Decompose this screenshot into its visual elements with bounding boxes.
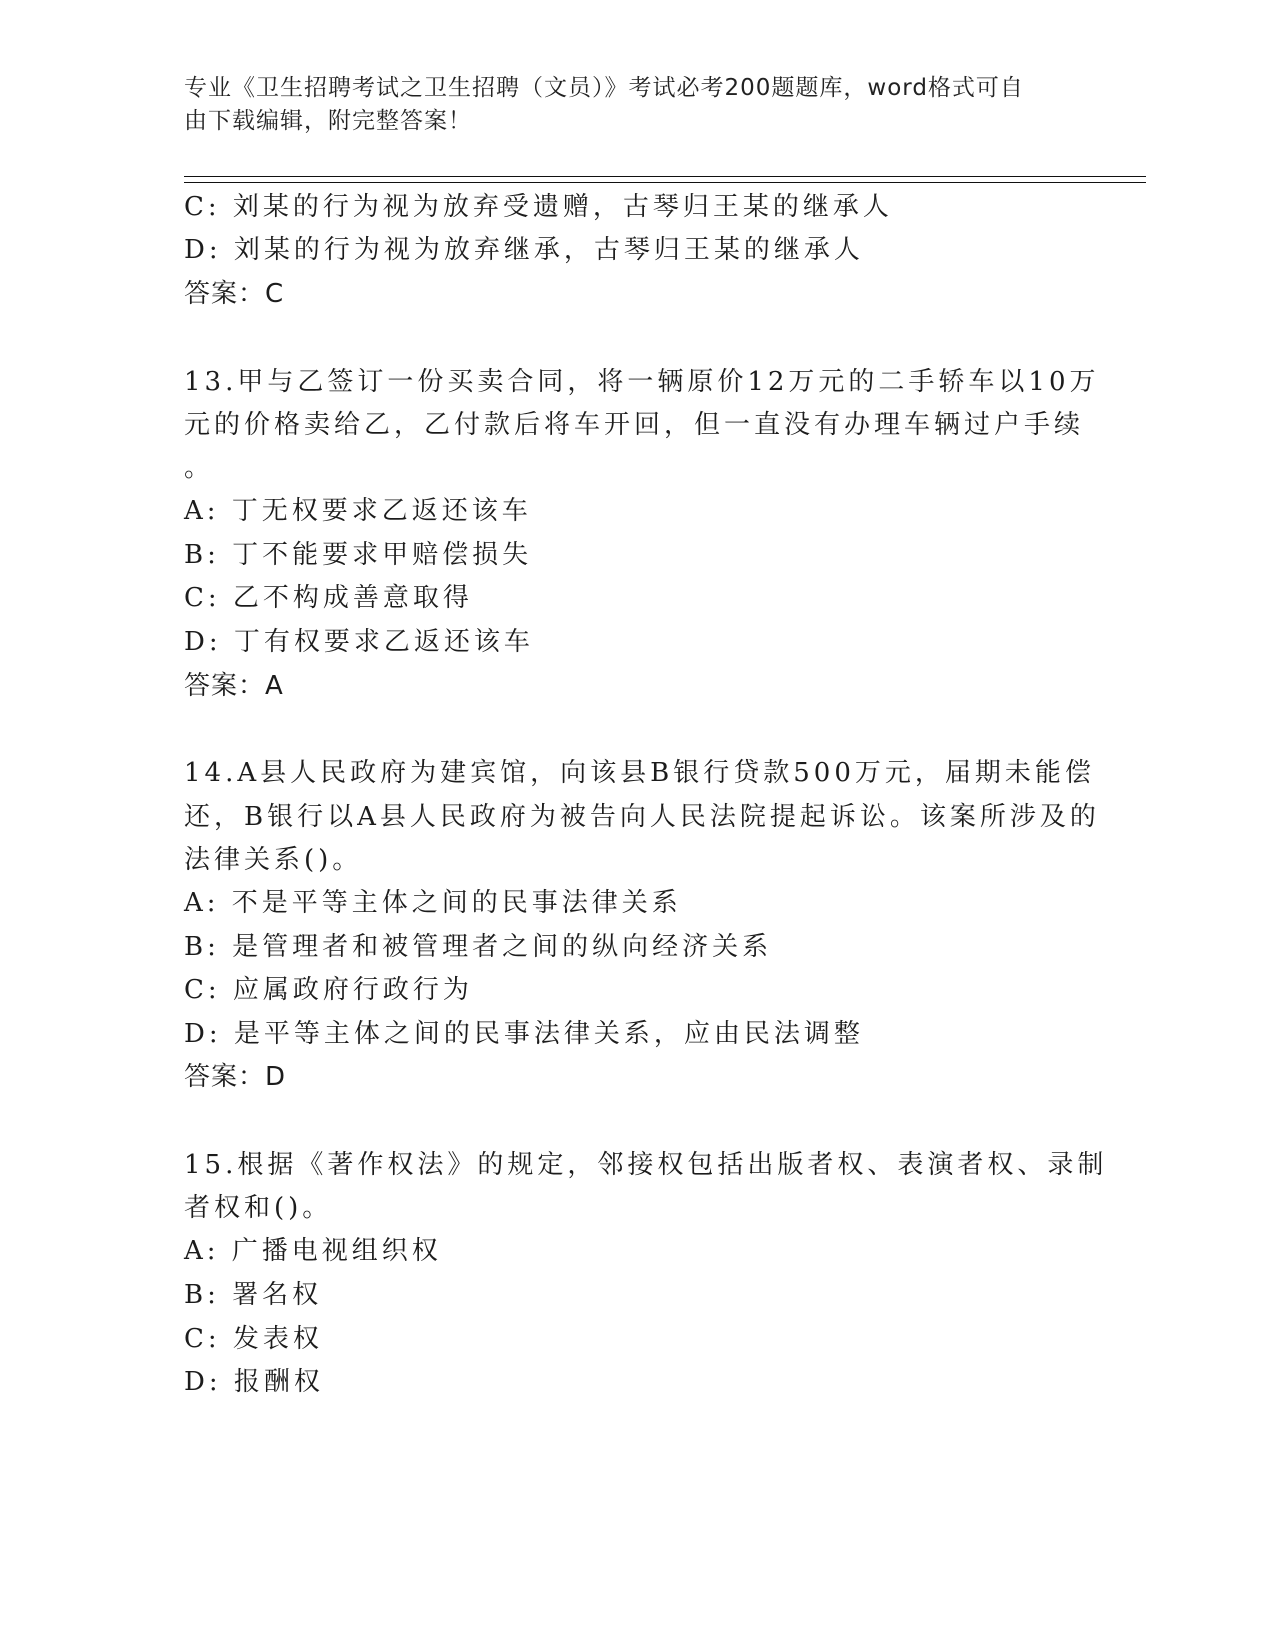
q15-stem-line-1: 15.根据《著作权法》的规定，邻接权包括出版者权、表演者权、录制	[184, 1150, 1108, 1180]
document-header	[184, 72, 1064, 138]
header-divider-bottom	[184, 182, 1146, 183]
q15-option-b: B: 署名权	[184, 1280, 323, 1310]
q12-option-c: C: 刘某的行为视为放弃受遗赠，古琴归王某的继承人	[184, 192, 893, 222]
header-line-1: 专业《卫生招聘考试之卫生招聘（文员）》考试必考200题题库，word格式可自	[184, 75, 1024, 101]
q13-stem-line-2: 元的价格卖给乙，乙付款后将车开回，但一直没有办理车辆过户手续	[184, 410, 1085, 440]
q14-stem-line-3: 法律关系()。	[184, 845, 363, 875]
q14-option-b: B: 是管理者和被管理者之间的纵向经济关系	[184, 932, 773, 962]
q14-answer: 答案：D	[184, 1062, 287, 1092]
q14-option-c: C: 应属政府行政行为	[184, 975, 473, 1005]
q15-option-a: A: 广播电视组织权	[184, 1236, 442, 1266]
q13-stem-line-3: 。	[184, 453, 215, 483]
q13-option-a: A: 丁无权要求乙返还该车	[184, 496, 532, 526]
header-line-2: 由下载编辑，附完整答案！	[184, 108, 472, 134]
q13-stem-line-1: 13.甲与乙签订一份买卖合同，将一辆原价12万元的二手轿车以10万	[184, 367, 1100, 397]
q14-stem-line-2: 还，B银行以A县人民政府为被告向人民法院提起诉讼。该案所涉及的	[184, 802, 1100, 832]
q14-option-d: D: 是平等主体之间的民事法律关系，应由民法调整	[184, 1019, 864, 1049]
q15-option-d: D: 报酬权	[184, 1367, 324, 1397]
q12-answer: 答案：C	[184, 279, 285, 309]
q15-stem-line-2: 者权和()。	[184, 1193, 333, 1223]
q13-answer: 答案：A	[184, 671, 284, 701]
q15-option-c: C: 发表权	[184, 1324, 323, 1354]
q13-option-c: C: 乙不构成善意取得	[184, 583, 473, 613]
q14-stem-line-1: 14.A县人民政府为建宾馆，向该县B银行贷款500万元，届期未能偿	[184, 758, 1095, 788]
header-divider-top	[184, 176, 1146, 177]
q13-option-d: D: 丁有权要求乙返还该车	[184, 627, 534, 657]
q14-option-a: A: 不是平等主体之间的民事法律关系	[184, 888, 682, 918]
q12-option-d: D: 刘某的行为视为放弃继承，古琴归王某的继承人	[184, 235, 864, 265]
q13-option-b: B: 丁不能要求甲赔偿损失	[184, 540, 533, 570]
